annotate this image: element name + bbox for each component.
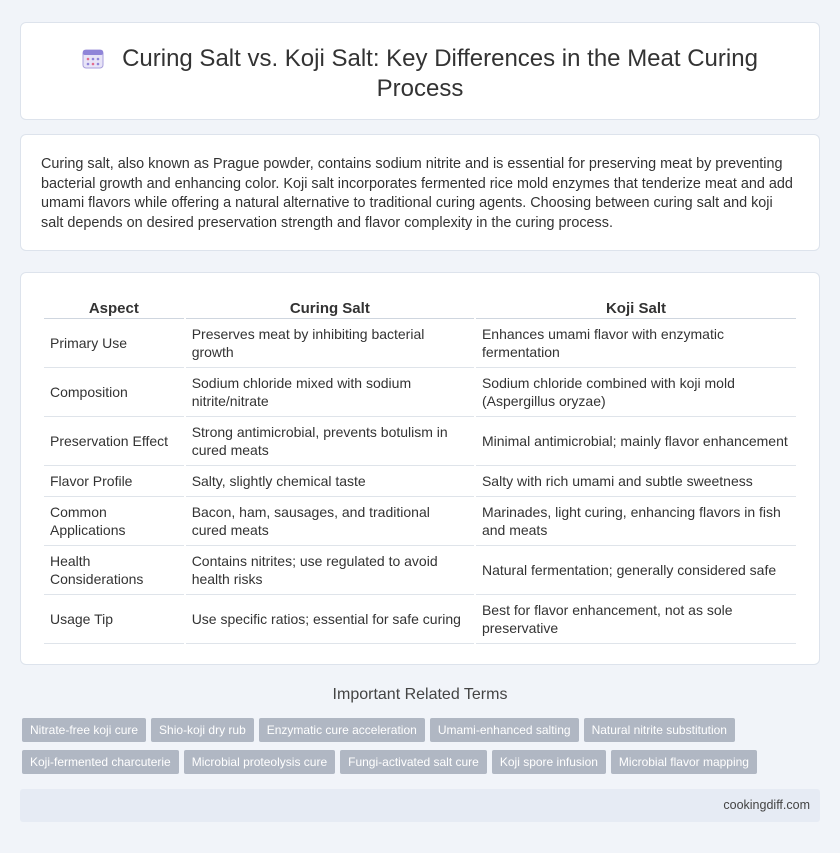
- footer-site-link[interactable]: cookingdiff.com: [723, 798, 810, 812]
- intro-paragraph: Curing salt, also known as Prague powder, contains sodium nitrite and is essential for preserving meat by preventing bacterial growth and enhancing color. Koji salt incorporates fermented rice mold enzymes that tenderize meat and add umami flavors while offering a natural alternative to traditional curing agents. Choosing between curing salt and koji salt depends on desired preservation strength and flavor complexity in the curing process.: [41, 156, 793, 231]
- cell-aspect: Composition: [44, 368, 184, 417]
- intro-card: [20, 134, 820, 251]
- calendar-icon: [82, 47, 104, 69]
- tag-natural-nitrite-substitution[interactable]: Natural nitrite substitution: [584, 718, 735, 742]
- table-row: [44, 319, 796, 368]
- cell-curing-salt: Strong antimicrobial, prevents botulism in cured meats: [186, 417, 474, 466]
- cell-aspect: Common Applications: [44, 497, 184, 546]
- cell-koji-salt: Best for flavor enhancement, not as sole preservative: [476, 595, 796, 644]
- table-row: [44, 546, 796, 595]
- page-title-text: Curing Salt vs. Koji Salt: Key Differences in the Meat Curing Process: [122, 45, 758, 102]
- table-header-row: [44, 295, 796, 319]
- table-row: [44, 497, 796, 546]
- header-curing-salt: Curing Salt: [186, 295, 474, 319]
- cell-curing-salt: Contains nitrites; use regulated to avoid health risks: [186, 546, 474, 595]
- comparison-table: [42, 295, 798, 644]
- footer: [20, 789, 820, 822]
- tag-row: [22, 718, 822, 750]
- cell-koji-salt: Salty with rich umami and subtle sweetness: [476, 466, 796, 497]
- tag-koji-fermented-charcuterie[interactable]: Koji-fermented charcuterie: [22, 750, 179, 774]
- header-koji-salt: Koji Salt: [476, 295, 796, 319]
- cell-koji-salt: Enhances umami flavor with enzymatic fermentation: [476, 319, 796, 368]
- cell-koji-salt: Natural fermentation; generally considered safe: [476, 546, 796, 595]
- tag-umami-enhanced-salting[interactable]: Umami-enhanced salting: [430, 718, 579, 742]
- title-card: [20, 22, 820, 120]
- cell-curing-salt: Preserves meat by inhibiting bacterial growth: [186, 319, 474, 368]
- cell-koji-salt: Sodium chloride combined with koji mold (Aspergillus oryzae): [476, 368, 796, 417]
- cell-curing-salt: Sodium chloride mixed with sodium nitrite/nitrate: [186, 368, 474, 417]
- table-row: [44, 466, 796, 497]
- tag-nitrate-free-koji-cure[interactable]: Nitrate-free koji cure: [22, 718, 146, 742]
- tag-enzymatic-cure-acceleration[interactable]: Enzymatic cure acceleration: [259, 718, 425, 742]
- cell-aspect: Flavor Profile: [44, 466, 184, 497]
- related-terms-heading: Important Related Terms: [332, 686, 508, 703]
- cell-koji-salt: Marinades, light curing, enhancing flavors in fish and meats: [476, 497, 796, 546]
- tag-shio-koji-dry-rub[interactable]: Shio-koji dry rub: [151, 718, 254, 742]
- table-row: [44, 595, 796, 644]
- page-title: [61, 44, 779, 104]
- table-row: [44, 417, 796, 466]
- tag-fungi-activated-salt-cure[interactable]: Fungi-activated salt cure: [340, 750, 487, 774]
- related-terms-list: [22, 718, 822, 782]
- cell-curing-salt: Salty, slightly chemical taste: [186, 466, 474, 497]
- comparison-card: [20, 272, 820, 665]
- table-row: [44, 368, 796, 417]
- cell-koji-salt: Minimal antimicrobial; mainly flavor enhancement: [476, 417, 796, 466]
- header-aspect: Aspect: [44, 295, 184, 319]
- tag-microbial-proteolysis-cure[interactable]: Microbial proteolysis cure: [184, 750, 335, 774]
- cell-curing-salt: Bacon, ham, sausages, and traditional cured meats: [186, 497, 474, 546]
- tag-microbial-flavor-mapping[interactable]: Microbial flavor mapping: [611, 750, 757, 774]
- tag-row: [22, 750, 822, 782]
- tag-koji-spore-infusion[interactable]: Koji spore infusion: [492, 750, 606, 774]
- cell-aspect: Preservation Effect: [44, 417, 184, 466]
- cell-aspect: Usage Tip: [44, 595, 184, 644]
- cell-aspect: Health Considerations: [44, 546, 184, 595]
- cell-curing-salt: Use specific ratios; essential for safe curing: [186, 595, 474, 644]
- cell-aspect: Primary Use: [44, 319, 184, 368]
